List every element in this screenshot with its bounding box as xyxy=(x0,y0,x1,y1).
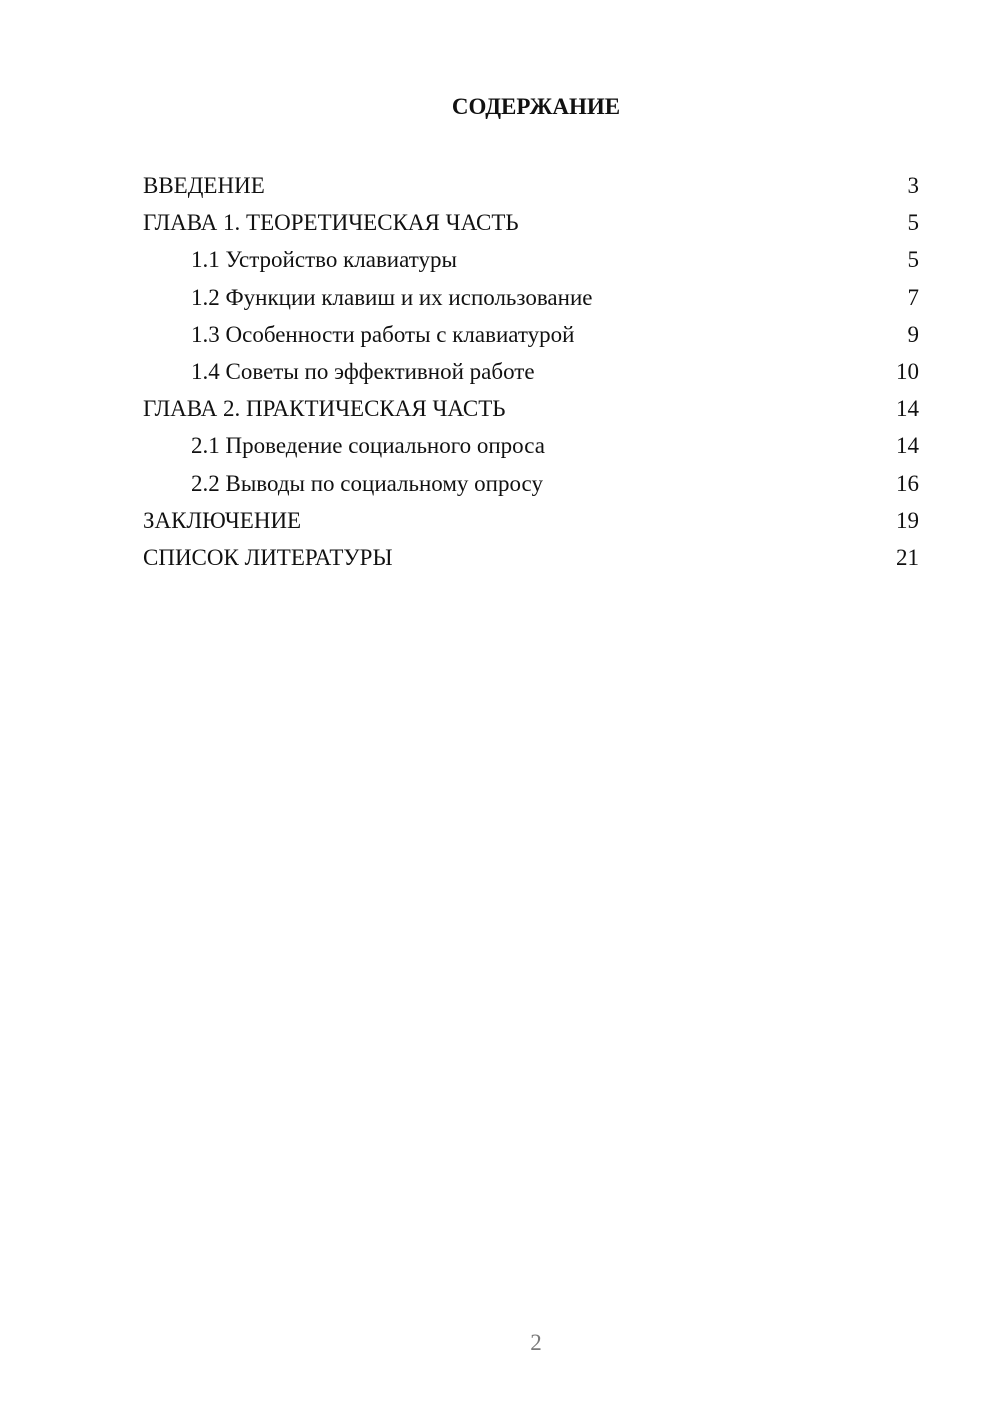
page-number: 2 xyxy=(530,1330,542,1355)
toc-entry-page: 5 xyxy=(907,210,919,236)
toc-entry-section-2-2 xyxy=(143,465,919,502)
toc-entry-introduction xyxy=(143,167,919,204)
toc-entry-section-1-2 xyxy=(143,279,919,316)
toc-entry-conclusion xyxy=(143,502,919,539)
toc-entry-page: 16 xyxy=(896,470,919,496)
toc-entry-label: ГЛАВА 2. ПРАКТИЧЕСКАЯ ЧАСТЬ xyxy=(143,396,506,422)
toc-entry-page: 10 xyxy=(896,358,919,384)
toc-entry-page: 14 xyxy=(896,396,919,422)
toc-entry-label: ГЛАВА 1. ТЕОРЕТИЧЕСКАЯ ЧАСТЬ xyxy=(143,210,519,236)
toc-entry-label: ЗАКЛЮЧЕНИЕ xyxy=(143,507,302,533)
toc-entry-page: 19 xyxy=(896,507,919,533)
toc-entry-page: 14 xyxy=(896,433,919,459)
toc-entry-label: ВВЕДЕНИЕ xyxy=(143,173,265,198)
toc-entry-section-2-1 xyxy=(143,427,919,464)
toc-entry-label: 1.3 Особенности работы с клавиатурой xyxy=(191,321,575,347)
toc-entry-page: 5 xyxy=(907,247,919,273)
table-of-contents xyxy=(143,167,919,576)
toc-entry-section-1-1 xyxy=(143,241,919,278)
toc-entry-chapter-1 xyxy=(143,204,919,241)
toc-entry-section-1-3 xyxy=(143,316,919,353)
toc-entry-page: 9 xyxy=(907,321,919,347)
toc-entry-page: 3 xyxy=(907,173,919,198)
toc-entry-label: СПИСОК ЛИТЕРАТУРЫ xyxy=(143,544,393,570)
toc-entry-label: 2.1 Проведение социального опроса xyxy=(191,433,545,459)
toc-entry-label: 2.2 Выводы по социальному опросу xyxy=(191,470,543,496)
toc-entry-page: 21 xyxy=(896,544,919,570)
toc-entry-label: 1.2 Функции клавиш и их использование xyxy=(191,284,593,310)
toc-entry-page: 7 xyxy=(907,284,919,310)
toc-entry-chapter-2 xyxy=(143,390,919,427)
toc-entry-section-1-4 xyxy=(143,353,919,390)
toc-entry-label: 1.4 Советы по эффективной работе xyxy=(191,358,535,384)
toc-entry-label: 1.1 Устройство клавиатуры xyxy=(191,247,457,273)
toc-title: СОДЕРЖАНИЕ xyxy=(451,94,621,119)
toc-entry-bibliography xyxy=(143,539,919,576)
